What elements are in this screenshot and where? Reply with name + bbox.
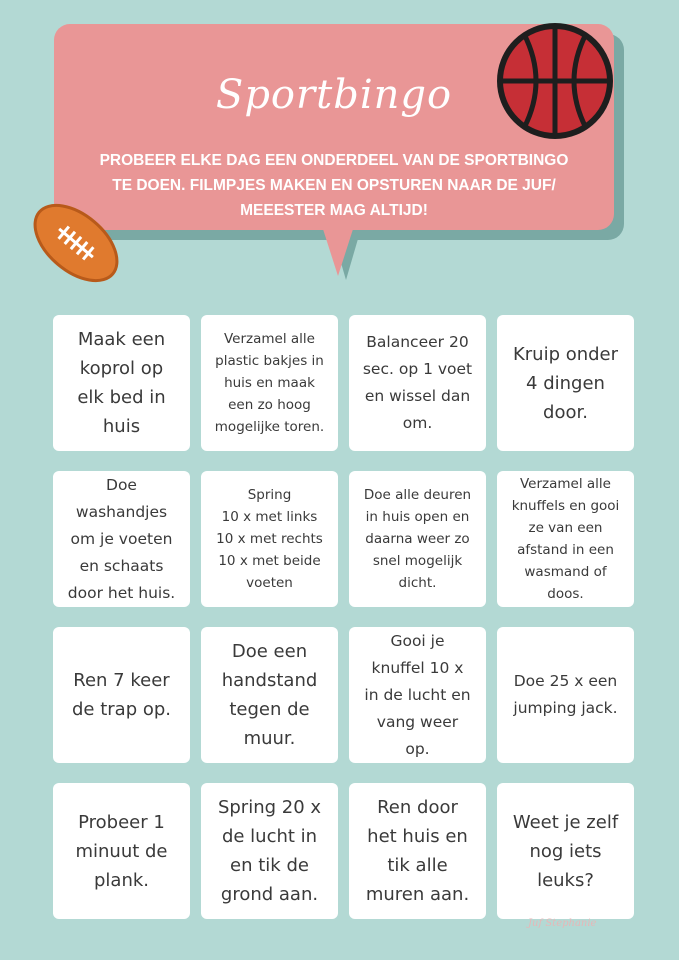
- bingo-card: Spring 10 x met links 10 x met rechts 10 x met beide voeten: [201, 471, 338, 607]
- basketball-icon: [496, 22, 614, 140]
- bingo-card: Gooi je knuffel 10 x in de lucht en vang weer op.: [349, 627, 486, 763]
- bingo-card: Maak een koprol op elk bed in huis: [53, 315, 190, 451]
- bingo-grid: [53, 315, 634, 919]
- bingo-card: Doe 25 x een jumping jack.: [497, 627, 634, 763]
- bingo-card: Weet je zelf nog iets leuks?: [497, 783, 634, 919]
- page-title: Sportbingo: [215, 72, 453, 118]
- bingo-card: Ren 7 keer de trap op.: [53, 627, 190, 763]
- bingo-card: Kruip onder 4 dingen door.: [497, 315, 634, 451]
- bingo-card: Ren door het huis en tik alle muren aan.: [349, 783, 486, 919]
- bingo-card: Verzamel alle knuffels en gooi ze van een afstand in een wasmand of doos.: [497, 471, 634, 607]
- instructions-text: PROBEER ELKE DAG EEN ONDERDEEL VAN DE SPORTBINGO TE DOEN. FILMPJES MAKEN EN OPSTUREN NAAR DE JUF/ MEEESTER MAG ALTIJD!: [99, 152, 569, 219]
- bingo-card: Probeer 1 minuut de plank.: [53, 783, 190, 919]
- signature: Juf Stephanie: [528, 918, 597, 929]
- bingo-card: Balanceer 20 sec. op 1 voet en wissel dan om.: [349, 315, 486, 451]
- speech-bubble-tail: [322, 226, 354, 276]
- bingo-card: Verzamel alle plastic bakjes in huis en maak een zo hoog mogelijke toren.: [201, 315, 338, 451]
- bingo-card: Doe alle deuren in huis open en daarna weer zo snel mogelijk dicht.: [349, 471, 486, 607]
- american-football-icon: [26, 196, 126, 290]
- bingo-card: Doe washandjes om je voeten en schaats door het huis.: [53, 471, 190, 607]
- bingo-card: Doe een handstand tegen de muur.: [201, 627, 338, 763]
- bingo-card: Spring 20 x de lucht in en tik de grond aan.: [201, 783, 338, 919]
